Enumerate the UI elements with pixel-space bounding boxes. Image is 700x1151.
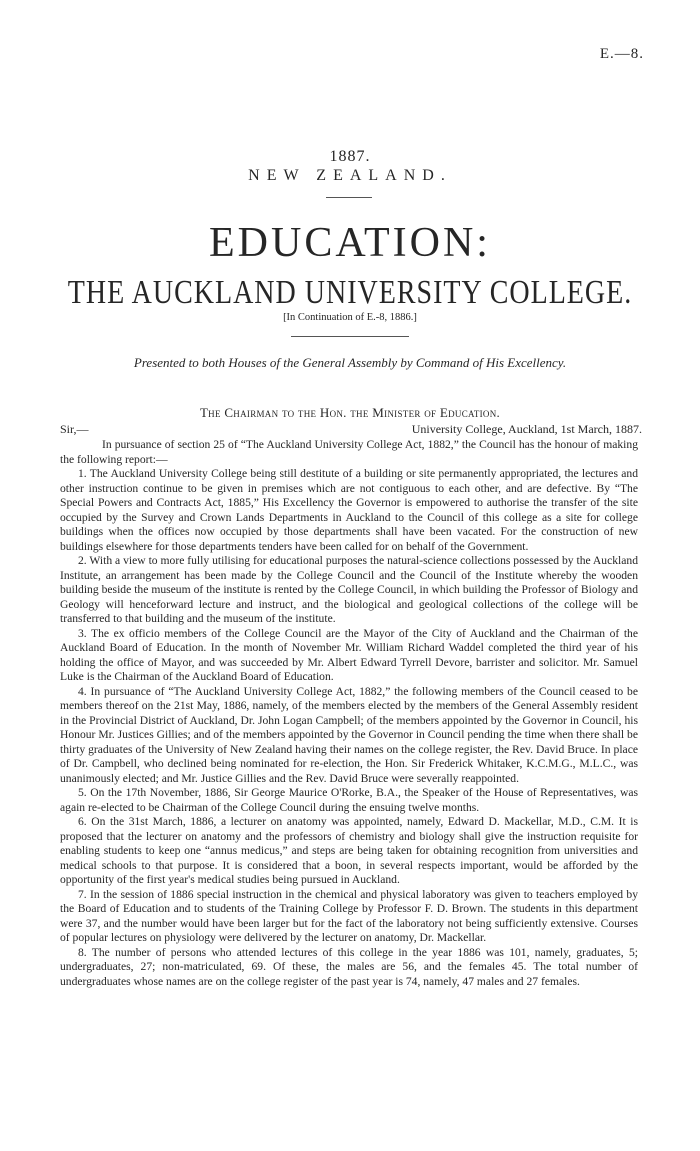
paragraph-7: 7. In the session of 1886 special instruction in the chemical and physical laboratory was given to teachers employed by the Board of Education and to students of the Training College by Professor F. D. Brown. The students in this department were 37, and the number would have been larger but for the fact of the laboratory not being sufficiently extensive. Courses of popular lectures on physiology were delivered by the lecturer on anatomy, Dr. Mackellar. xyxy=(60,887,638,944)
paragraph-2: 2. With a view to more fully utilising for educational purposes the natural-science collections possessed by the Auckland Institute, an arrangement has been made by the College Council and the Council of the Institute whereby the wooden building beside the museum of the institute is rented by the College Council, in which building the Professor of Biology and Geology will henceforward lecture and instruct, and the biological and geological collections of the college will be transferred to that building and the museum of the institute. xyxy=(60,554,638,625)
presented-line: Presented to both Houses of the General Assembly by Command of His Excellency. xyxy=(133,355,567,370)
paragraph-4: 4. In pursuance of “The Auckland University College Act, 1882,” the following members of the Council ceased to be members thereof on the 21st May, 1886, namely, of the members elected by the members of the General Assembly resident in the Provincial District of Auckland, Dr. John Logan Campbell; of the members appointed by the Governor in Council, his Honour Mr. Justices Gillies; and of the members appointed by the Governor in Council pending the time when there shall be thirty graduates of the University of New Zealand having their names on the college register, the Rev. David Bruce. In place of Dr. Campbell, who declined being nominated for re-election, the Hon. Sir Frederick Whitaker, K.C.M.G., M.L.C., was unanimously elected; and Mr. Justice Gillies and the Rev. David Bruce were severally reappointed. xyxy=(60,684,638,785)
dateline: University College, Auckland, 1st March, 1887. xyxy=(411,422,642,436)
document-title: EDUCATION: xyxy=(209,220,491,266)
report-year: 1887. xyxy=(329,148,371,165)
paragraph-1: 1. The Auckland University College being still destitute of a building or site permanently appropriated, the lectures and other instruction continue to be given in premises which are not contiguous to each other, and are defective. By “The Special Powers and Contracts Act, 1885,” His Excellency the Governor is empowered to authorise the transfer of the site occupied by the Survey and Crown Lands Departments in Auckland to the Council of this college as a site for college buildings when the offices now occupied by those departments shall have been vacated. For the construction of new buildings elsewhere for those departments tenders have been called for on behalf of the Government. xyxy=(60,467,638,553)
document-subtitle: THE AUCKLAND UNIVERSITY COLLEGE. xyxy=(67,273,633,312)
paragraph-5: 5. On the 17th November, 1886, Sir George Maurice O'Rorke, B.A., the Speaker of the House of Representatives, was again re-elected to be Chairman of the College Council during the ensuing twelve months. xyxy=(60,786,638,814)
paragraph-3: 3. The ex officio members of the College Council are the Mayor of the City of Auckland and the Chairman of the Auckland Board of Education. In the month of November Mr. William Richard Waddel completed the third year of his holding the office of Mayor, and was succeeded by Mr. Albert Edward Tyrrell Devore, barrister and solicitor. Mr. Samuel Luke is the Chairman of the Auckland Board of Education. xyxy=(60,626,638,683)
paragraph-8: 8. The number of persons who attended lectures of this college in the year 1886 was 101, namely, graduates, 5; undergraduates, 27; non-matriculated, 69. Of these, the males are 56, and the females 45. The total number of undergraduates whose names are on the college register of the past year is 74, namely, 47 males and 27 females. xyxy=(60,945,638,988)
paragraph-6: 6. On the 31st March, 1886, a lecturer on anatomy was appointed, namely, Edward D. Mackellar, M.D., C.M. It is proposed that the lecturer on anatomy and the professors of chemistry and biology shall give the instruction requisite for enabling students to keep one “annus medicus,” and steps are being taken for obtaining recognition from universities and medical schools to that purpose. It is considered that a boon, in several respects important, would be afforded by the opportunity of the first year's medical studies being pursued in Auckland. xyxy=(60,815,638,886)
document-reference: E.—8. xyxy=(599,46,644,62)
divider-medium xyxy=(291,336,409,337)
continuation-note: [In Continuation of E.-8, 1886.] xyxy=(283,312,417,323)
paragraph-intro: In pursuance of section 25 of “The Auckland University College Act, 1882,” the Council has the honour of making the following report:— xyxy=(60,438,638,466)
letter-heading: The Chairman to the Hon. the Minister of Education. xyxy=(199,405,501,420)
country-heading: NEW ZEALAND. xyxy=(248,167,452,184)
divider-short xyxy=(326,197,372,198)
salutation: Sir,— xyxy=(60,422,89,436)
letter-body xyxy=(60,438,638,989)
